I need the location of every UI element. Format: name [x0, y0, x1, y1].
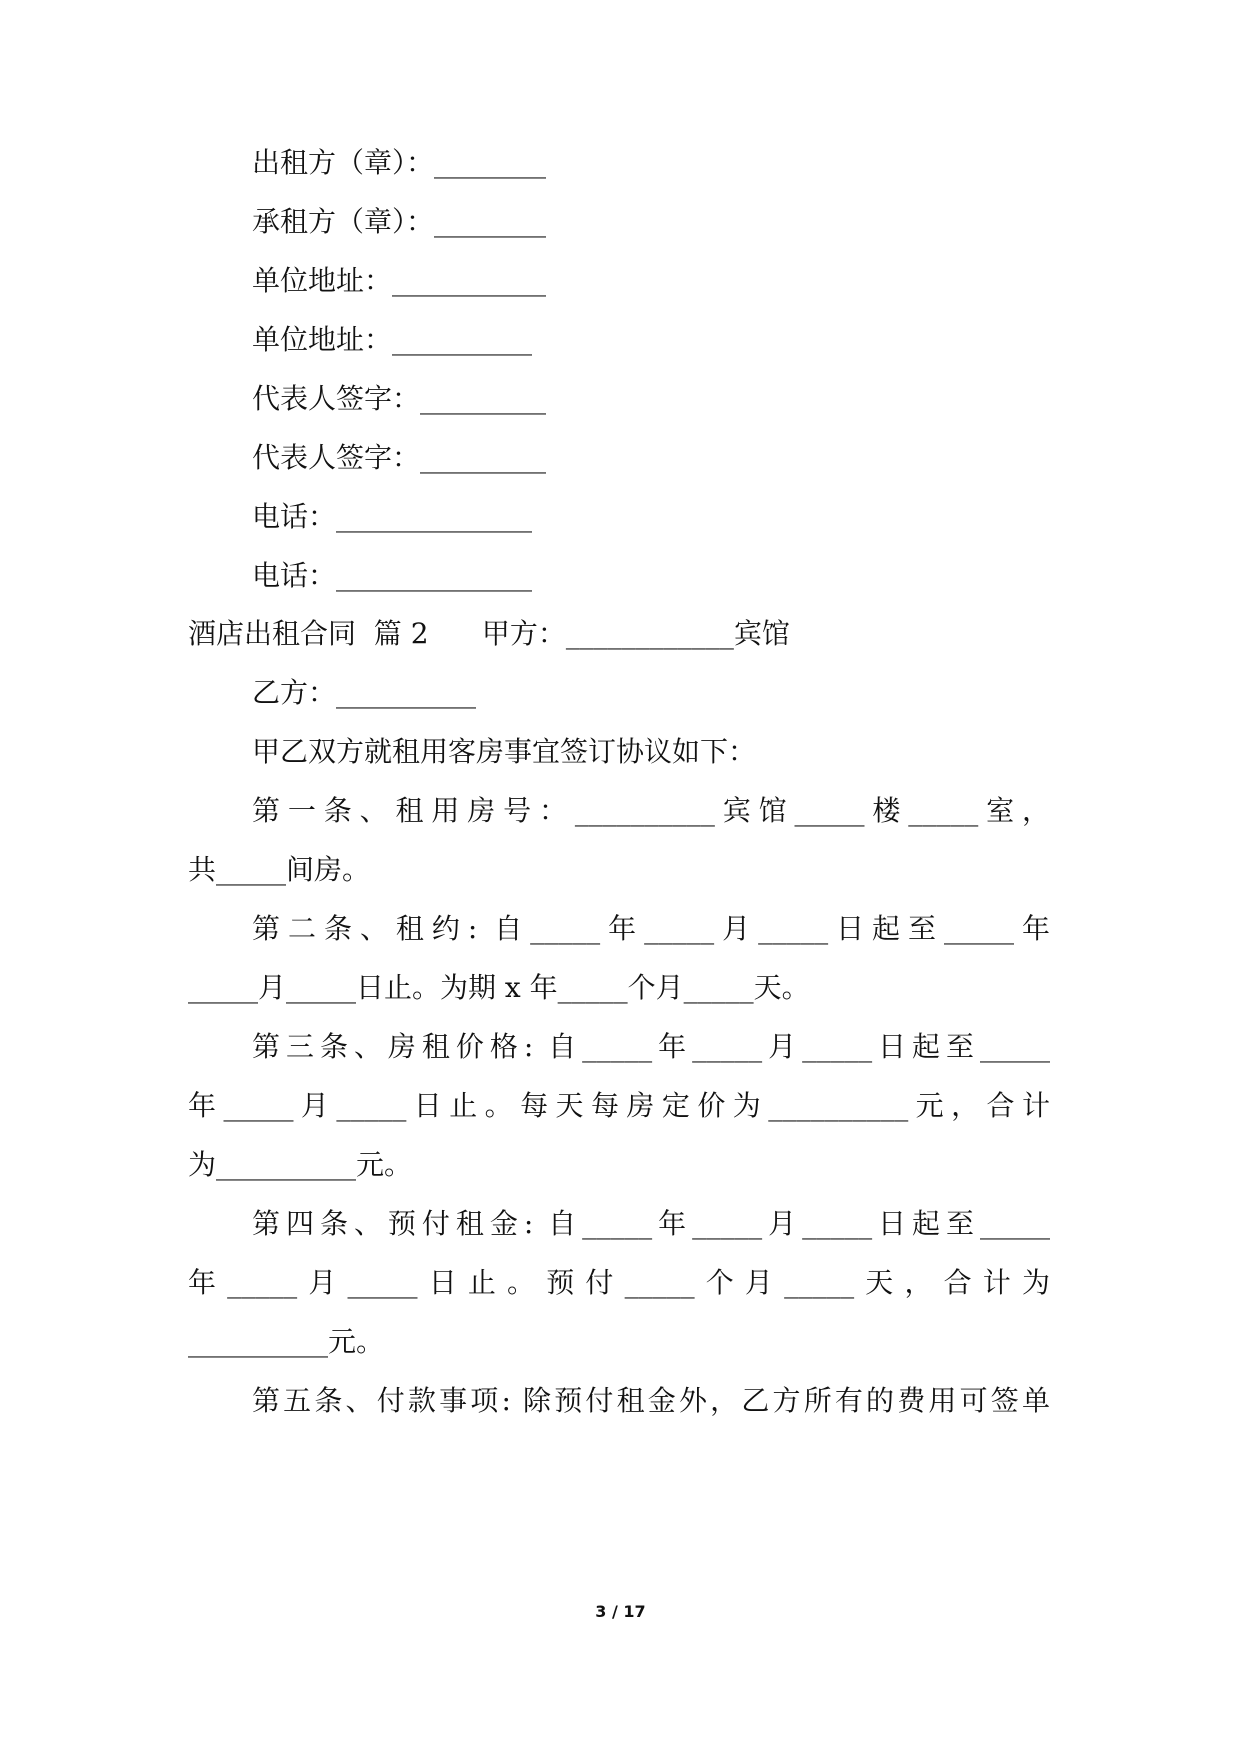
article-4-line-2: 年_____月_____日止。预付_____个月_____天，合计为 [188, 1266, 1050, 1299]
article-5-line-1: 第五条、付款事项: 除预付租金外，乙方所有的费用可签单 [252, 1384, 1050, 1417]
lessor-phone-line: 电话：______________ [252, 500, 533, 533]
page-number: 3 / 17 [595, 1602, 646, 1621]
lessee-address-line: 单位地址：__________ [252, 323, 533, 356]
article-2-line-1: 第二条、租约: 自_____年_____月_____日起至_____年 [252, 912, 1050, 945]
section-heading-party-a: 酒店出租合同 篇 2 甲方：____________宾馆 [188, 617, 790, 650]
lessee-seal-line: 承租方（章）：________ [252, 205, 547, 238]
lessee-phone-line: 电话：______________ [252, 559, 533, 592]
lessor-representative-line: 代表人签字：_________ [252, 382, 547, 415]
article-3-line-1: 第三条、房租价格: 自_____年_____月_____日起至_____ [252, 1030, 1050, 1063]
agreement-intro: 甲乙双方就租用客房事宜签订协议如下： [252, 735, 757, 768]
article-1-line-2: 共_____间房。 [188, 853, 371, 886]
article-1-line-1: 第一条、租用房号：__________宾馆_____楼_____室， [252, 794, 1050, 827]
article-2-line-2: _____月_____日止。为期 x 年_____个月_____天。 [188, 971, 810, 1004]
article-4-line-3: __________元。 [188, 1325, 385, 1358]
lessee-representative-line: 代表人签字：_________ [252, 441, 547, 474]
party-b-line: 乙方：__________ [252, 676, 477, 709]
lessor-address-line: 单位地址：___________ [252, 264, 547, 297]
article-3-line-3: 为__________元。 [188, 1148, 413, 1181]
article-3-line-2: 年_____月_____日止。每天每房定价为__________元，合计 [188, 1089, 1050, 1122]
article-4-line-1: 第四条、预付租金: 自_____年_____月_____日起至_____ [252, 1207, 1050, 1240]
lessor-seal-line: 出租方（章）：________ [252, 146, 547, 179]
